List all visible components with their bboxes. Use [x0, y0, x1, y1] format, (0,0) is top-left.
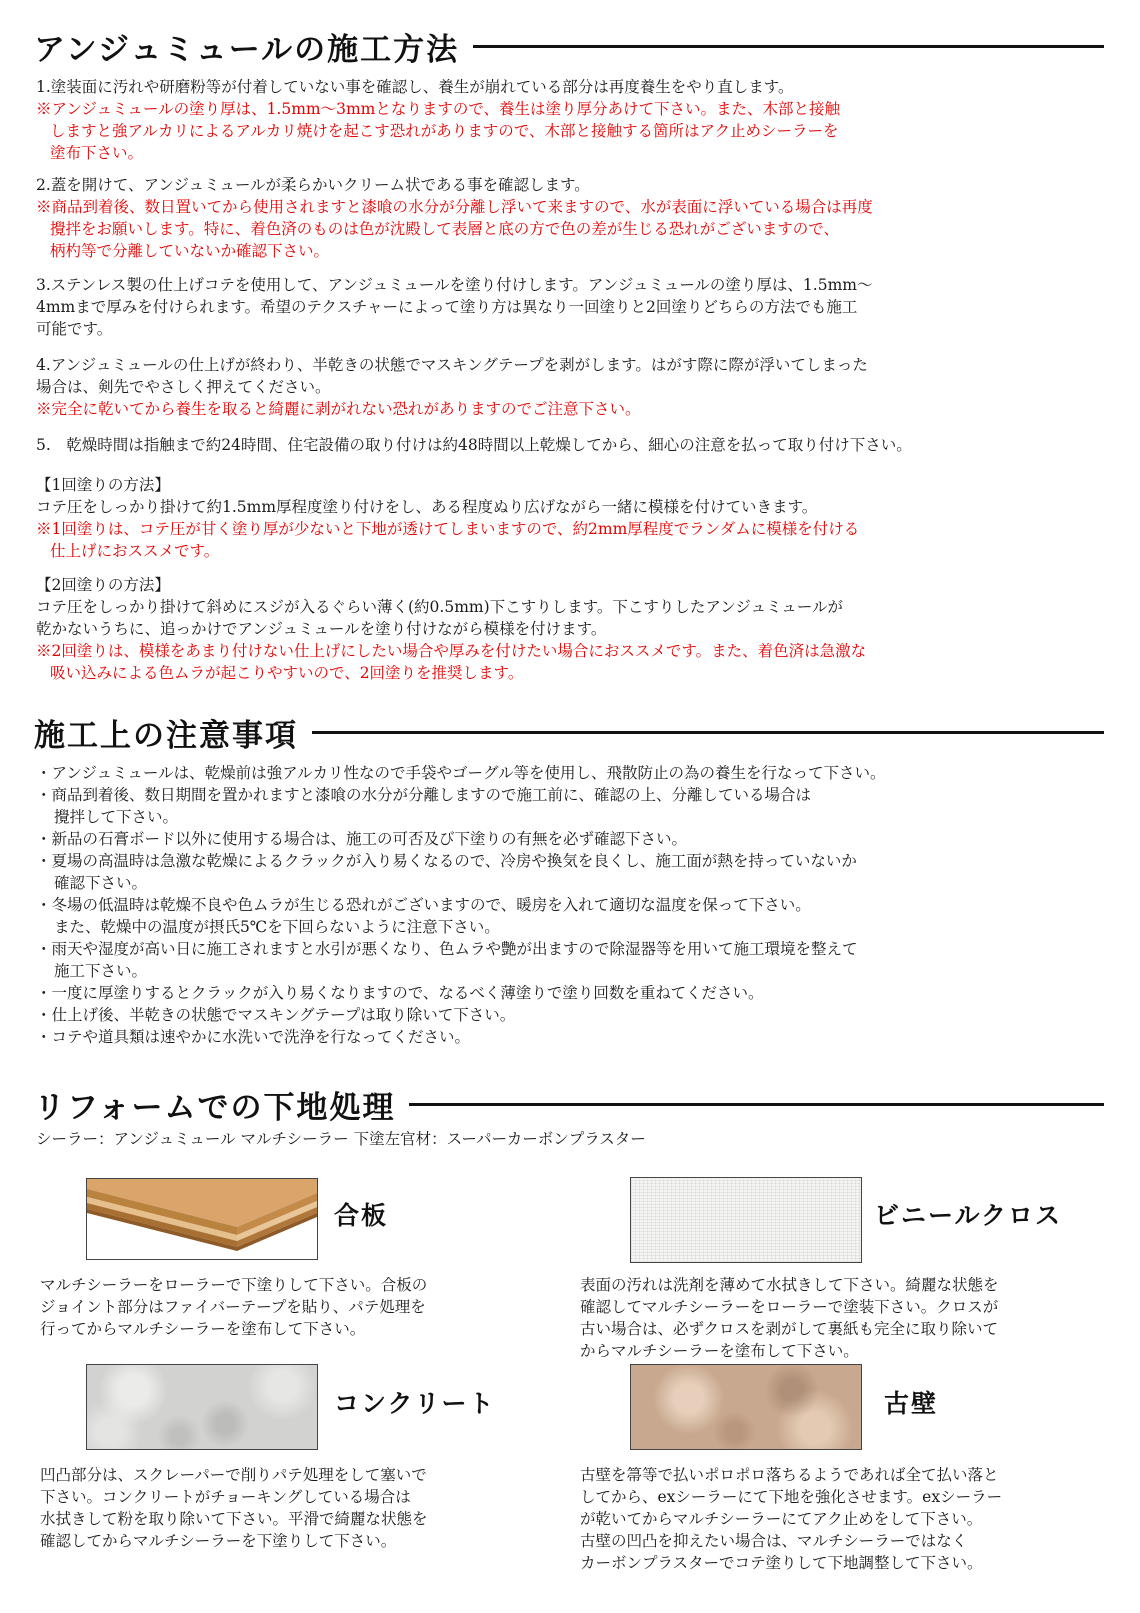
list-item-continued: 施工下さい。 — [54, 962, 148, 980]
text-line: してから、exシーラーにて下地を強化させます。exシーラー — [580, 1488, 1003, 1506]
substrate-text-concrete — [40, 1464, 428, 1552]
text-line: 確認してマルチシーラーをローラーで塗装下さい。クロスが — [580, 1298, 999, 1316]
step-text: 場合は、剣先でやさしく押えてください。 — [36, 378, 331, 396]
step-2 — [36, 174, 1116, 262]
warning-note: ※完全に乾いてから養生を取ると綺麗に剥がれない恐れがありますのでご注意下さい。 — [36, 400, 641, 418]
method-text: コテ圧をしっかり掛けて約1.5mm厚程度塗り付けをし、ある程度ぬり広げながら一緒に模様を付けていきます。 — [36, 498, 818, 516]
step-text: 5. 乾燥時間は指触まで約24時間、住宅設備の取り付けは約48時間以上乾燥してから、細心の注意を払って取り付け下さい。 — [36, 436, 912, 454]
list-item: ・仕上げ後、半乾きの状態でマスキングテープは取り除いて下さい。 — [36, 1006, 516, 1024]
warning-note: ※アンジュミュールの塗り厚は、1.5mm〜3mmとなりますので、養生は塗り厚分あけて下さい。また、木部と接触 — [36, 100, 841, 118]
text-line: 古壁を箒等で払いポロポロ落ちるようであれば全て払い落と — [580, 1466, 999, 1484]
step-1 — [36, 76, 1116, 164]
list-item: ・雨天や湿度が高い日に施工されますと水引が悪くなり、色ムラや艶が出ますので除湿器等を用いて施工環境を整えて — [36, 940, 858, 958]
text-line: 水拭きして粉を取り除いて下さい。平滑で綺麗な状態を — [40, 1510, 428, 1528]
text-line: 確認してからマルチシーラーを下塗りして下さい。 — [40, 1532, 397, 1550]
method-text: 乾かないうちに、追っかけでアンジュミュールを塗り付けながら模様を付けます。 — [36, 620, 607, 638]
warning-note: ※1回塗りは、コテ圧が甘く塗り厚が少ないと下地が透けてしまいますので、約2mm厚程度でランダムに模様を付ける — [36, 520, 860, 538]
text-line: 下さい。コンクリートがチョーキングしている場合は — [40, 1488, 411, 1506]
text-line: 凹凸部分は、スクレーパーで削りパテ処理をして塞いで — [40, 1466, 427, 1484]
list-item: ・冬場の低温時は乾燥不良や色ムラが生じる恐れがございますので、暖房を入れて適切な温度を保って下さい。 — [36, 896, 811, 914]
text-line: 古壁の凹凸を抑えたい場合は、マルチシーラーではなく — [580, 1532, 968, 1550]
step-text: 4mmまで厚みを付けられます。希望のテクスチャーによって塗り方は異なり一回塗りと2回塗りどちらの方法でも施工 — [36, 298, 858, 316]
list-item: ・夏場の高温時は急激な乾燥によるクラックが入り易くなるので、冷房や換気を良くし、施工面が熱を持っていないか — [36, 852, 857, 870]
list-item: ・一度に厚塗りするとクラックが入り易くなりますので、なるべく薄塗りで塗り回数を重ねてください。 — [36, 984, 764, 1002]
section-title: リフォームでの下地処理 — [34, 1090, 396, 1126]
text-line: 表面の汚れは洗剤を薄めて水拭きして下さい。綺麗な状態を — [580, 1276, 999, 1294]
step-text: 1.塗装面に汚れや研磨粉等が付着していない事を確認し、養生が崩れている部分は再度養生をやり直します。 — [36, 78, 794, 96]
plywood-illustration — [87, 1179, 317, 1259]
substrate-title-old-wall: 古壁 — [884, 1389, 939, 1418]
warning-note: ※商品到着後、数日置いてから使用されますと漆喰の水分が分離し浮いて来ますので、水が表面に浮いている場合は再度 — [36, 198, 873, 216]
method-title: 【2回塗りの方法】 — [36, 576, 170, 594]
section-heading-renovation-substrate — [34, 1082, 1104, 1127]
warning-note: 柄杓等で分離していないか確認下さい。 — [50, 242, 330, 260]
vinyl-cloth-image — [630, 1177, 862, 1263]
section-title: アンジュミュールの施工方法 — [34, 32, 460, 68]
step-5 — [36, 434, 1116, 456]
warning-note: ※2回塗りは、模様をあまり付けない仕上げにしたい場合や厚みを付けたい場合におススメです。また、着色済は急激な — [36, 642, 867, 660]
list-item: ・新品の石膏ボード以外に使用する場合は、施工の可否及び下塗りの有無を必ず確認下さい。 — [36, 830, 688, 848]
text-line: 古い場合は、必ずクロスを剥がして裏紙も完全に取り除いて — [580, 1320, 999, 1338]
warning-note: 塗布下さい。 — [50, 144, 144, 162]
warning-note: 仕上げにおススメです。 — [50, 542, 220, 560]
substrate-title-concrete: コンクリート — [334, 1389, 496, 1418]
text-line: カーボンプラスターでコテ塗りして下地調整して下さい。 — [580, 1554, 983, 1572]
text-line: からマルチシーラーを塗布して下さい。 — [580, 1342, 859, 1360]
warning-note: 攪拌をお願いします。特に、着色済のものは色が沈殿して表層と底の方で色の差が生じる恐れがございますので、 — [50, 220, 839, 238]
two-coat-method — [36, 574, 1116, 684]
substrate-text-vinyl-cloth — [580, 1274, 999, 1362]
step-3 — [36, 274, 1116, 340]
concrete-image — [86, 1364, 318, 1450]
plywood-image — [86, 1178, 318, 1260]
text-line: マルチシーラーをローラーで下塗りして下さい。合板の — [40, 1276, 428, 1294]
warning-note: しますと強アルカリによるアルカリ焼けを起こす恐れがありますので、木部と接触する箇所はアク止めシーラーを — [50, 122, 839, 140]
method-title: 【1回塗りの方法】 — [36, 476, 170, 494]
step-text: 3.ステンレス製の仕上げコテを使用して、アンジュミュールを塗り付けします。アンジュミュールの塗り厚は、1.5mm〜 — [36, 276, 873, 294]
step-4 — [36, 354, 1116, 420]
heading-rule — [409, 1103, 1104, 1106]
text-line: ジョイント部分はファイバーテープを貼り、パテ処理を — [40, 1298, 426, 1316]
substrate-title-plywood: 合板 — [334, 1201, 389, 1230]
list-item-continued: 攪拌して下さい。 — [54, 808, 179, 826]
section-title: 施工上の注意事項 — [34, 718, 298, 754]
text-line: 行ってからマルチシーラーを塗布して下さい。 — [40, 1320, 366, 1338]
substrate-text-old-wall — [580, 1464, 1002, 1574]
list-item: ・商品到着後、数日期間を置かれますと漆喰の水分が分離しますので施工前に、確認の上、分離している場合は — [36, 786, 812, 804]
heading-rule — [473, 45, 1104, 48]
substrate-text-plywood — [40, 1274, 427, 1340]
heading-rule — [312, 731, 1104, 734]
substrate-title-vinyl-cloth: ビニールクロス — [874, 1201, 1063, 1230]
list-item-continued: 確認下さい。 — [54, 874, 148, 892]
step-text: 2.蓋を開けて、アンジュミュールが柔らかいクリーム状である事を確認します。 — [36, 176, 590, 194]
sealer-info: シーラー：アンジュミュール マルチシーラー 下塗左官材：スーパーカーボンプラスター — [36, 1130, 646, 1148]
old-wall-image — [630, 1364, 862, 1450]
step-text: 4.アンジュミュールの仕上げが終わり、半乾きの状態でマスキングテープを剥がします。はがす際に際が浮いてしまった — [36, 356, 868, 374]
precautions-list — [36, 762, 1116, 1048]
step-text: 可能です。 — [36, 320, 113, 338]
list-item: ・コテや道具類は速やかに水洗いで洗浄を行なってください。 — [36, 1028, 471, 1046]
text-line: が乾いてからマルチシーラーにてアク止めをして下さい。 — [580, 1510, 983, 1528]
list-item-continued: また、乾燥中の温度が摂氏5℃を下回らないように注意下さい。 — [54, 918, 500, 936]
one-coat-method — [36, 474, 1116, 562]
list-item: ・アンジュミュールは、乾燥前は強アルカリ性なので手袋やゴーグル等を使用し、飛散防止の為の養生を行なって下さい。 — [36, 764, 886, 782]
section-heading-precautions — [34, 710, 1104, 755]
warning-note: 吸い込みによる色ムラが起こりやすいので、2回塗りを推奨します。 — [50, 664, 524, 682]
section-heading-application-method — [34, 24, 1104, 69]
method-text: コテ圧をしっかり掛けて斜めにスジが入るぐらい薄く(約0.5mm)下こすりします。下こすりしたアンジュミュールが — [36, 598, 843, 616]
